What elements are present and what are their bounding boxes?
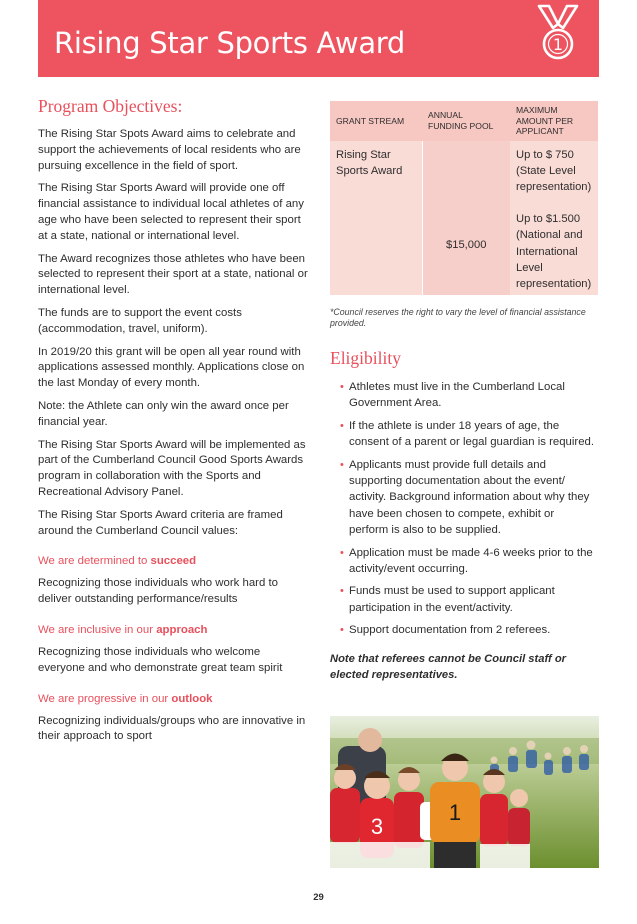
list-item: [330, 379, 596, 412]
list-item: [330, 583, 596, 616]
value-keyword: approach: [156, 623, 208, 636]
grant-table: [330, 101, 598, 295]
objectives-heading: Program Objectives:: [38, 96, 183, 116]
goalkeeper-number: 1: [448, 800, 462, 825]
amount-national: Up to $1.500 (National and International Level representation): [516, 213, 592, 290]
list-item: [330, 545, 596, 578]
value-title-approach: [38, 624, 310, 636]
list-item: [330, 622, 596, 638]
list-item: [330, 418, 596, 451]
eligibility-section: [330, 348, 596, 684]
list-item-text: Funds must be used to support applicant participation in the event/activity.: [349, 585, 555, 614]
bullet-icon: •: [340, 585, 344, 598]
grant-table-header-row: [330, 101, 598, 141]
cell-max-amount: [510, 141, 598, 296]
bullet-icon: •: [340, 381, 344, 393]
value-prefix: We are determined to: [38, 555, 151, 568]
eligibility-list: [330, 379, 596, 639]
value-description: Recognizing those individuals who work hard to deliver outstanding performance/results: [38, 577, 278, 606]
objectives-paragraph: The Rising Star Spots Award aims to celebrate and support the achievements of local residents who are pursuing excellence in the field of sport.: [38, 128, 301, 172]
list-item-text: Support documentation from 2 referees.: [349, 624, 551, 637]
referee-note: Note that referees cannot be Council staff or elected representatives.: [330, 652, 567, 682]
list-item-text: Athletes must live in the Cumberland Local Government Area.: [349, 381, 565, 410]
cell-grant-stream: Rising Star Sports Award: [330, 141, 422, 296]
header-maximum-amount: MAXIMUM AMOUNT PER APPLICANT: [510, 101, 598, 141]
list-item-text: If the athlete is under 18 years of age, the consent of a parent or legal guardian is required.: [349, 419, 595, 449]
spacer: [516, 195, 592, 211]
header-annual-funding-pool: ANNUAL FUNDING POOL: [422, 101, 510, 141]
value-keyword: succeed: [150, 555, 197, 568]
list-item-text: Application must be made 4-6 weeks prior to the activity/event occurring.: [349, 546, 593, 576]
page-number: 29: [313, 892, 324, 903]
list-item: [330, 457, 596, 539]
objectives-paragraph: Note: the Athlete can only win the award once per financial year.: [38, 399, 289, 428]
value-prefix: We are inclusive in our: [38, 623, 157, 636]
bullet-icon: •: [340, 624, 344, 637]
objectives-paragraph: The Rising Star Sports Award criteria are framed around the Cumberland Council values:: [38, 508, 283, 537]
soccer-team-illustration: [330, 716, 599, 868]
medal-icon: [535, 4, 581, 64]
objectives-paragraph: The funds are to support the event costs (accommodation, travel, uniform).: [38, 306, 242, 335]
value-prefix: We are progressive in our: [38, 692, 172, 705]
objectives-paragraph: In 2019/20 this grant will be open all year round with applications assessed monthly. Applications close on the last Monday of every month.: [38, 345, 305, 390]
bullet-icon: •: [340, 546, 344, 559]
objectives-paragraph: The Rising Star Sports Award will be implemented as part of the Cumberland Council Good Sports Awards program in collaboration with the Sports and Recreational Advisory Panel.: [38, 438, 306, 498]
header-grant-stream: GRANT STREAM: [330, 101, 422, 141]
medal-number: 1: [552, 35, 564, 54]
team-photo: [330, 716, 599, 868]
cell-funding-pool: $15,000: [422, 141, 510, 296]
table-footnote: *Council reserves the right to vary the level of financial assistance provided.: [330, 307, 586, 328]
jersey-number: 3: [370, 814, 384, 839]
objectives-section: [38, 96, 310, 753]
bullet-icon: •: [340, 458, 344, 471]
value-title-succeed: [38, 555, 310, 567]
value-description: Recognizing individuals/groups who are innovative in their approach to sport: [38, 714, 306, 743]
objectives-paragraph: The Rising Star Sports Award will provide one off financial assistance to individual local athletes of any age who have been selected to represent their sport at a state, national or international level.: [38, 182, 304, 242]
bullet-icon: •: [340, 419, 344, 432]
eligibility-heading: Eligibility: [330, 348, 401, 368]
page-title: Rising Star Sports Award: [54, 26, 406, 60]
value-description: Recognizing those individuals who welcome everyone and who demonstrate great team spirit: [38, 645, 283, 674]
value-keyword: outlook: [171, 692, 213, 705]
objectives-paragraph: The Award recognizes those athletes who have been selected to represent their sport at a state, national or international level.: [38, 252, 308, 297]
value-title-outlook: [38, 693, 310, 705]
list-item-text: Applicants must provide full details and supporting documentation about the event/ activity. Background information about why they have been chosen to compete, exhibit or perform is also to be supplied.: [349, 458, 590, 537]
header-banner: [38, 0, 599, 77]
grant-table-row: [330, 141, 598, 296]
amount-state: Up to $ 750 (State Level representation): [516, 148, 592, 193]
